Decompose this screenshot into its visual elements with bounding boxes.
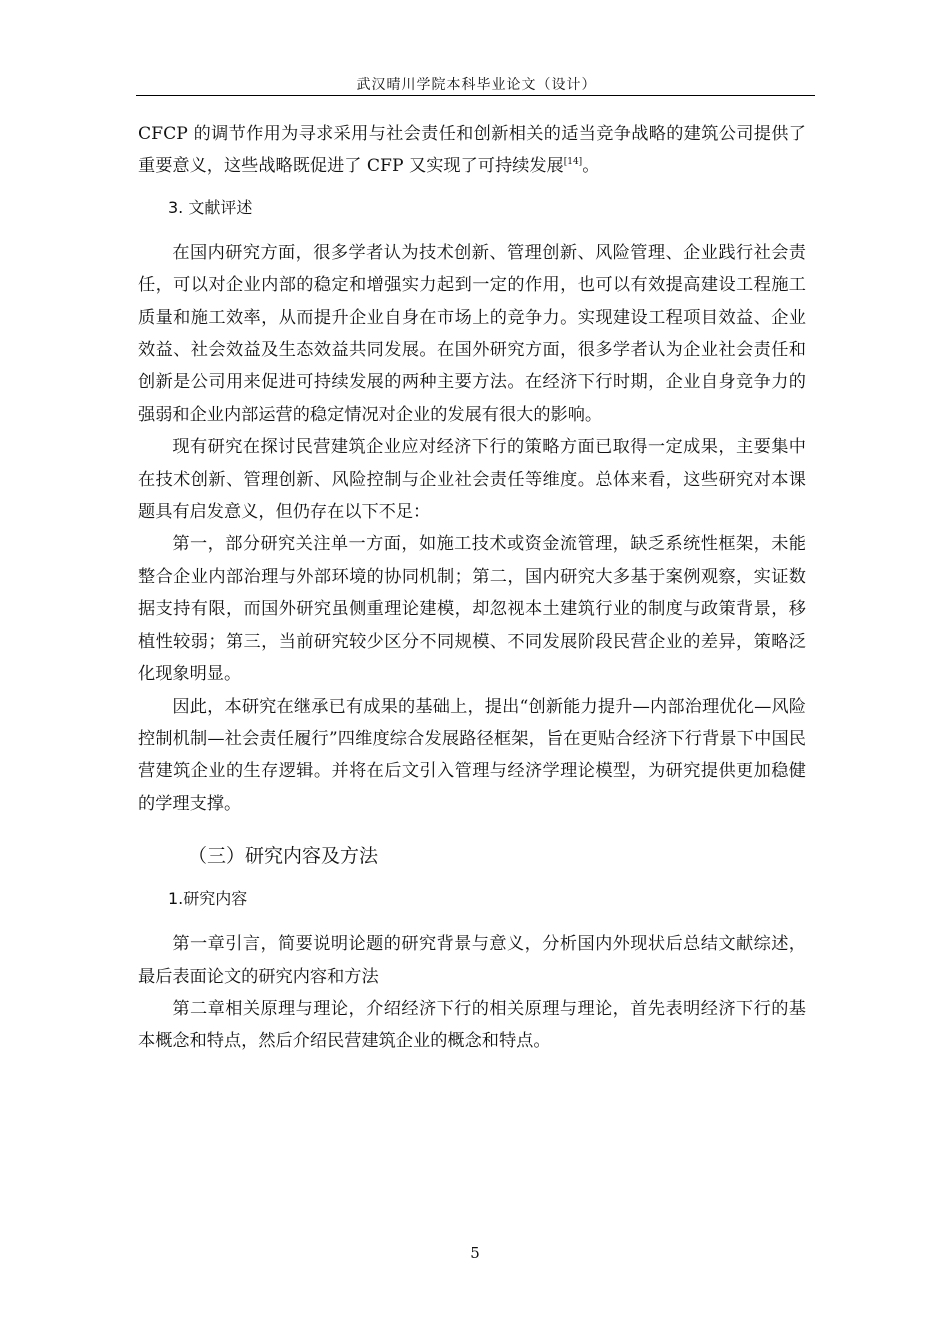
literature-paragraph-1: 在国内研究方面，很多学者认为技术创新、管理创新、风险管理、企业践行社会责任，可以对企业内部的稳定和增强实力起到一定的作用，也可以有效提高建设工程施工质量和施工效率，从而提升企业自身在市场上的竞争力。实现建设工程项目效益、企业效益、社会效益及生态效益共同发展。在国外研究方面，很多学者认为企业社会责任和创新是公司用来促进可持续发展的两种主要方法。在经济下行时期，企业自身竞争力的强弱和企业内部运营的稳定情况对企业的发展有很大的影响。: [138, 242, 806, 425]
intro-paragraph: [138, 118, 806, 183]
page-number: 5: [470, 1244, 480, 1262]
content-paragraph-1: 第一章引言，简要说明论题的研究背景与意义，分析国内外现状后总结文献综述，最后表面论文的研究内容和方法: [138, 934, 806, 987]
page-header: 武汉晴川学院本科毕业论文（设计）: [356, 77, 597, 93]
citation-ref: [14]: [563, 157, 583, 168]
header-divider: [136, 95, 815, 96]
section-3-heading: 3. 文献评述: [168, 197, 253, 217]
content-paragraph-2: 第二章相关原理与理论，介绍经济下行的相关原理与理论，首先表明经济下行的基本概念和特点，然后介绍民营建筑企业的概念和特点。: [138, 998, 806, 1052]
literature-paragraph-4: 因此，本研究在继承已有成果的基础上，提出“创新能力提升—内部治理优化—风险控制机制—社会责任履行”四维度综合发展路径框架，旨在更贴合经济下行背景下中国民营建筑企业的生存逻辑。并将在后文引入管理与经济学理论模型，为研究提供更加稳健的学理支撑。: [138, 696, 806, 814]
page-body: [138, 118, 806, 1058]
section-heading: （三）研究内容及方法: [188, 845, 379, 868]
intro-paragraph-text: CFCP 的调节作用为寻求采用与社会责任和创新相关的适当竞争战略的建筑公司提供了重要意义，这些战略既促进了 CFP 又实现了可持续发展: [138, 124, 806, 177]
literature-paragraph-3: 第一，部分研究关注单一方面，如施工技术或资金流管理，缺乏系统性框架，未能整合企业内部治理与外部环境的协同机制；第二，国内研究大多基于案例观察，实证数据支持有限，而国外研究虽侧重理论建模，却忽视本土建筑行业的制度与政策背景，移植性较弱；第三，当前研究较少区分不同规模、不同发展阶段民营企业的差异，策略泛化现象明显。: [138, 534, 806, 685]
literature-paragraph-2: 现有研究在探讨民营建筑企业应对经济下行的策略方面已取得一定成果，主要集中在技术创新、管理创新、风险控制与企业社会责任等维度。总体来看，这些研究对本课题具有启发意义，但仍存在以下不足：: [138, 437, 806, 523]
subsection-heading: 1.研究内容: [168, 889, 248, 909]
intro-paragraph-tail: 。: [582, 156, 600, 177]
